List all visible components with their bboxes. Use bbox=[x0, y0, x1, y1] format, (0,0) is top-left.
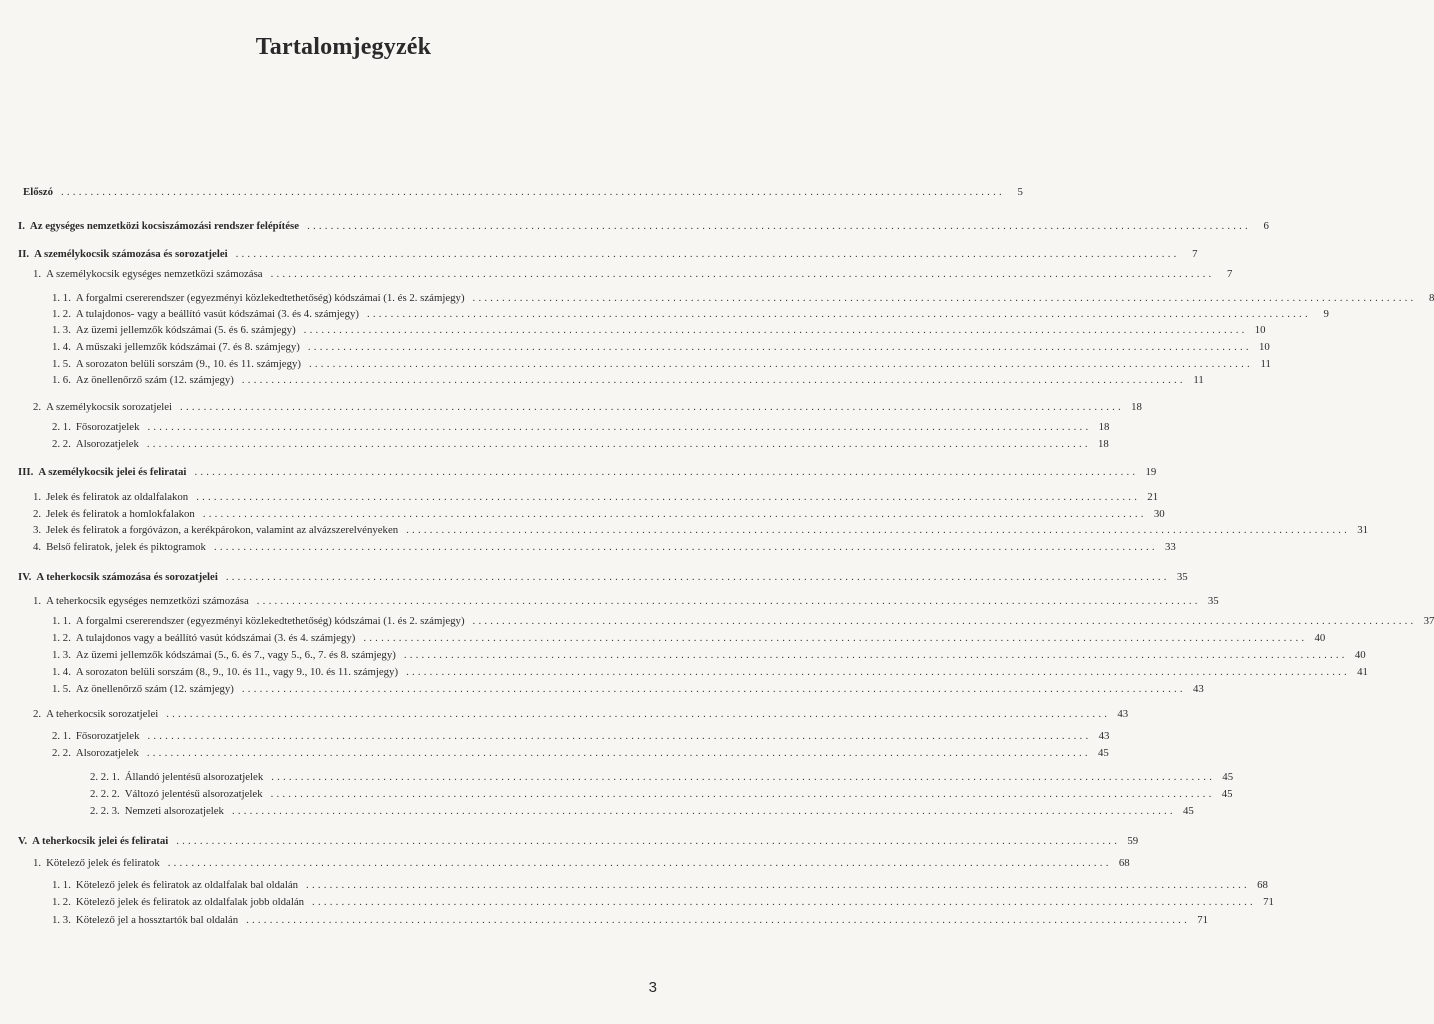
toc-entry-number: 1. 4. bbox=[52, 341, 71, 353]
toc-entry-number: 1. 2. bbox=[52, 308, 71, 320]
toc-entry-title: Kötelező jel a hossztartók bal oldalán bbox=[75, 914, 239, 926]
toc-entry[interactable] bbox=[52, 292, 1434, 306]
toc-entry-title: Fősorozatjelek bbox=[75, 730, 140, 742]
toc-entry-number: 1. 2. bbox=[52, 632, 71, 644]
toc-entry-number: 1. bbox=[33, 857, 42, 869]
toc-entry-title: Belső feliratok, jelek és piktogramok bbox=[46, 541, 206, 553]
toc-entry-page: 68 bbox=[1118, 857, 1130, 869]
toc-entry-title: Jelek és feliratok a forgóvázon, a kerékpárokon, valamint az alvázszerelvényeken bbox=[46, 524, 399, 536]
toc-entry-title: Nemzeti alsorozatjelek bbox=[124, 805, 224, 817]
toc-entry-number: 1. 6. bbox=[52, 374, 71, 386]
toc-entry-title: Kötelező jelek és feliratok az oldalfalak bal oldalán bbox=[75, 879, 299, 891]
toc-entry-number: 2. 2. bbox=[52, 747, 71, 759]
toc-entry-number: 2. bbox=[33, 708, 42, 720]
toc-entry-page: 18 bbox=[1131, 401, 1142, 413]
toc-entry-page: 40 bbox=[1314, 632, 1326, 644]
toc-entry-page: 45 bbox=[1097, 747, 1109, 759]
dot-leader: ................................................................................................................................................................ bbox=[194, 466, 1139, 478]
toc-entry-number: III. bbox=[18, 466, 34, 478]
toc-entry-page: 10 bbox=[1254, 324, 1266, 336]
dot-leader: ................................................................................................................................................................ bbox=[225, 571, 1170, 583]
toc-entry-number: 1. 1. bbox=[52, 879, 71, 891]
toc-entry-title: A sorozaton belüli sorszám (8., 9., 10. és 11., vagy 9., 10. és 11. számjegy) bbox=[75, 666, 399, 678]
dot-leader: ................................................................................................................................................................ bbox=[472, 292, 1417, 304]
toc-entry-number: 1. 1. bbox=[52, 615, 71, 627]
toc-entry-number: 1. 5. bbox=[52, 358, 71, 370]
toc-entry-page: 59 bbox=[1127, 835, 1139, 847]
toc-entry-number: II. bbox=[18, 248, 30, 260]
toc-entry-title: Az önellenőrző szám (12. számjegy) bbox=[75, 374, 234, 386]
toc-entry[interactable] bbox=[52, 615, 1434, 629]
toc-entry[interactable] bbox=[18, 248, 1198, 262]
toc-entry[interactable] bbox=[52, 341, 1270, 355]
toc-entry-number: 1. bbox=[33, 595, 42, 607]
dot-leader: ................................................................................................................................................................ bbox=[307, 220, 1251, 232]
toc-entry-title: Kötelező jelek és feliratok bbox=[46, 857, 160, 869]
toc-entry-page: 43 bbox=[1117, 708, 1129, 720]
toc-entry-page: 11 bbox=[1260, 358, 1271, 370]
toc-entry-number: 2. 1. bbox=[52, 730, 71, 742]
dot-leader: ................................................................................................................................................................ bbox=[241, 374, 1186, 386]
dot-leader: ................................................................................................................................................................ bbox=[472, 615, 1417, 627]
toc-entry-number: 2. 1. bbox=[52, 421, 71, 433]
dot-leader: ................................................................................................................................................................ bbox=[176, 835, 1121, 847]
toc-entry[interactable] bbox=[52, 666, 1368, 680]
toc-entry-title: A tulajdonos vagy a beállító vasút kódszámai (3. és 4. számjegy) bbox=[75, 632, 356, 644]
toc-entry-page: 8 bbox=[1429, 292, 1434, 304]
dot-leader: ................................................................................................................................................................ bbox=[61, 186, 1005, 198]
toc-entry-page: 43 bbox=[1192, 683, 1204, 695]
toc-entry-title: A tulajdonos- vagy a beállító vasút kódszámai (3. és 4. számjegy) bbox=[75, 308, 359, 320]
dot-leader: ................................................................................................................................................................ bbox=[309, 358, 1253, 370]
dot-leader: ................................................................................................................................................................ bbox=[256, 595, 1201, 607]
toc-entry-title: Jelek és feliratok a homlokfalakon bbox=[46, 508, 195, 520]
toc-entry[interactable] bbox=[33, 857, 1130, 871]
toc-entry[interactable] bbox=[33, 491, 1159, 505]
toc-entry-title: A teherkocsik sorozatjelei bbox=[46, 708, 159, 720]
toc-entry[interactable] bbox=[52, 374, 1204, 388]
dot-leader: ................................................................................................................................................................ bbox=[246, 914, 1190, 926]
toc-entry-number: V. bbox=[18, 835, 28, 847]
toc-entry[interactable] bbox=[52, 324, 1266, 338]
page-title: Tartalomjegyzék bbox=[255, 34, 432, 60]
toc-entry-number: 1. 5. bbox=[52, 683, 71, 695]
toc-entry[interactable] bbox=[33, 268, 1233, 282]
toc-entry-title: A forgalmi csererendszer (egyezményi közlekedtethetőség) kódszámai (1. és 2. számjegy) bbox=[75, 292, 465, 304]
toc-entry-page: 37 bbox=[1423, 615, 1434, 627]
toc-entry-page: 71 bbox=[1263, 896, 1274, 908]
toc-entry-title: Állandó jelentésű alsorozatjelek bbox=[124, 771, 264, 783]
toc-entry-page: 18 bbox=[1097, 438, 1109, 450]
toc-entry-page: 18 bbox=[1098, 421, 1110, 433]
toc-entry[interactable] bbox=[33, 708, 1129, 722]
toc-entry-number: 1. 2. bbox=[52, 896, 71, 908]
dot-leader: ................................................................................................................................................................ bbox=[146, 747, 1091, 759]
toc-entry[interactable] bbox=[52, 896, 1274, 910]
toc-entry-title: Alsorozatjelek bbox=[75, 747, 139, 759]
toc-entry-number: 1. 3. bbox=[52, 324, 71, 336]
toc-entry-page: 43 bbox=[1098, 730, 1110, 742]
dot-leader: ................................................................................................................................................................ bbox=[166, 708, 1111, 720]
toc-entry[interactable] bbox=[52, 632, 1326, 646]
toc-entry-number: 2. bbox=[33, 508, 42, 520]
toc-entry-title: Az üzemi jellemzők kódszámai (5., 6. és 7., vagy 5., 6., 7. és 8. számjegy) bbox=[75, 649, 396, 661]
toc-entry[interactable] bbox=[52, 879, 1268, 893]
toc-entry-page: 6 bbox=[1263, 220, 1269, 232]
toc-entry-title: A személykocsik jelei és feliratai bbox=[38, 466, 187, 478]
toc-entry-page: 41 bbox=[1357, 666, 1368, 678]
toc-entry[interactable] bbox=[90, 805, 1194, 819]
toc-entry-number: IV. bbox=[18, 571, 32, 583]
dot-leader: ................................................................................................................................................................ bbox=[270, 268, 1215, 280]
toc-entry[interactable] bbox=[52, 438, 1109, 452]
toc-entry-title: A teherkocsik jelei és feliratai bbox=[32, 835, 169, 847]
toc-entry[interactable] bbox=[33, 541, 1176, 555]
toc-entry-number: 3. bbox=[33, 524, 42, 536]
dot-leader: ................................................................................................................................................................ bbox=[366, 308, 1311, 320]
dot-leader: ................................................................................................................................................................ bbox=[147, 730, 1092, 742]
dot-leader: ................................................................................................................................................................ bbox=[180, 401, 1124, 413]
toc-entry[interactable] bbox=[18, 220, 1269, 234]
toc-entry-number: 2. 2. 3. bbox=[90, 805, 120, 817]
toc-entry-title: Az üzemi jellemzők kódszámai (5. és 6. számjegy) bbox=[75, 324, 296, 336]
dot-leader: ................................................................................................................................................................ bbox=[202, 508, 1147, 520]
dot-leader: ................................................................................................................................................................ bbox=[196, 491, 1141, 503]
toc-entry-number: 2. bbox=[33, 401, 42, 413]
toc-entry-number: 4. bbox=[33, 541, 42, 553]
toc-entry-page: 45 bbox=[1183, 805, 1194, 817]
dot-leader: ................................................................................................................................................................ bbox=[403, 649, 1348, 661]
toc-entry[interactable] bbox=[90, 788, 1233, 802]
toc-entry-page: 40 bbox=[1354, 649, 1366, 661]
dot-leader: ................................................................................................................................................................ bbox=[213, 541, 1158, 553]
toc-entry[interactable] bbox=[52, 914, 1208, 928]
toc-entry[interactable] bbox=[52, 730, 1110, 744]
dot-leader: ................................................................................................................................................................ bbox=[146, 438, 1091, 450]
toc-entry[interactable] bbox=[52, 308, 1329, 322]
toc-entry-title: A forgalmi csererendszer (egyezményi közlekedtethetőség) kódszámai (1. és 2. számjegy) bbox=[75, 615, 465, 627]
dot-leader: ................................................................................................................................................................ bbox=[270, 788, 1215, 800]
toc-entry-number: I. bbox=[18, 220, 25, 232]
toc-entry-page: 35 bbox=[1176, 571, 1188, 583]
page-number: 3 bbox=[648, 979, 657, 996]
toc-entry-page: 11 bbox=[1193, 374, 1204, 386]
toc-entry-number: 1. 3. bbox=[52, 914, 71, 926]
dot-leader: ................................................................................................................................................................ bbox=[241, 683, 1186, 695]
toc-entry-number: 2. 2. bbox=[52, 438, 71, 450]
dot-leader: ................................................................................................................................................................ bbox=[363, 632, 1308, 644]
toc-entry[interactable] bbox=[18, 186, 1023, 200]
toc-entry-title: Az egységes nemzetközi kocsiszámozási rendszer felépítése bbox=[29, 220, 300, 232]
toc-entry-page: 45 bbox=[1222, 771, 1234, 783]
dot-leader: ................................................................................................................................................................ bbox=[406, 524, 1351, 536]
toc-entry[interactable] bbox=[33, 508, 1165, 522]
toc-entry-title: A sorozaton belüli sorszám (9., 10. és 11. számjegy) bbox=[75, 358, 301, 370]
toc-entry-page: 68 bbox=[1257, 879, 1268, 891]
toc-entry-title: Változó jelentésű alsorozatjelek bbox=[124, 788, 263, 800]
dot-leader: ................................................................................................................................................................ bbox=[307, 341, 1252, 353]
toc-entry[interactable] bbox=[18, 571, 1188, 585]
toc-entry[interactable] bbox=[90, 771, 1234, 785]
toc-entry-title: A teherkocsik egységes nemzetközi számozása bbox=[46, 595, 249, 607]
toc-entry-number: 1. bbox=[33, 268, 42, 280]
toc-entry[interactable] bbox=[52, 358, 1271, 372]
toc-entry-page: 21 bbox=[1147, 491, 1159, 503]
dot-leader: ................................................................................................................................................................ bbox=[231, 805, 1176, 817]
toc-entry-page: 45 bbox=[1221, 788, 1233, 800]
toc-entry[interactable] bbox=[18, 835, 1139, 849]
toc-entry-page: 10 bbox=[1258, 341, 1270, 353]
toc-entry-title: A személykocsik sorozatjelei bbox=[46, 401, 173, 413]
toc-entry-title: A személykocsik egységes nemzetközi számozása bbox=[46, 268, 263, 280]
dot-leader: ................................................................................................................................................................ bbox=[271, 771, 1216, 783]
toc-entry-page: 7 bbox=[1227, 268, 1233, 280]
toc-entry-title: Alsorozatjelek bbox=[75, 438, 139, 450]
dot-leader: ................................................................................................................................................................ bbox=[147, 421, 1092, 433]
dot-leader: ................................................................................................................................................................ bbox=[312, 896, 1256, 908]
toc-entry-title: Jelek és feliratok az oldalfalakon bbox=[46, 491, 189, 503]
toc-entry-page: 33 bbox=[1165, 541, 1176, 553]
toc-entry-number: 2. 2. 1. bbox=[90, 771, 120, 783]
toc-entry[interactable] bbox=[52, 649, 1366, 663]
dot-leader: ................................................................................................................................................................ bbox=[306, 879, 1250, 891]
toc-entry-title: Fősorozatjelek bbox=[75, 421, 140, 433]
toc-entry-number: 1. 1. bbox=[52, 292, 71, 304]
toc-entry-page: 30 bbox=[1153, 508, 1165, 520]
toc-entry-title: Az önellenőrző szám (12. számjegy) bbox=[75, 683, 234, 695]
toc-entry[interactable] bbox=[52, 421, 1110, 435]
toc-entry[interactable] bbox=[52, 747, 1109, 761]
toc-entry-number: 1. 3. bbox=[52, 649, 71, 661]
toc-entry-title: A műszaki jellemzők kódszámai (7. és 8. számjegy) bbox=[75, 341, 300, 353]
toc-entry-page: 9 bbox=[1323, 308, 1329, 320]
toc-entry-title: A teherkocsik számozása és sorozatjelei bbox=[36, 571, 218, 583]
toc-entry[interactable] bbox=[33, 595, 1219, 609]
toc-entry-number: 1. 4. bbox=[52, 666, 71, 678]
toc-entry-title: Előszó bbox=[23, 186, 53, 198]
toc-entry[interactable] bbox=[33, 401, 1142, 415]
toc-entry-number: 2. 2. 2. bbox=[90, 788, 120, 800]
toc-entry[interactable] bbox=[52, 683, 1204, 697]
dot-leader: ................................................................................................................................................................ bbox=[235, 248, 1180, 260]
toc-entry-page: 71 bbox=[1197, 914, 1208, 926]
toc-entry-page: 7 bbox=[1192, 248, 1198, 260]
toc-entry[interactable] bbox=[33, 524, 1369, 538]
toc-entry-title: A személykocsik számozása és sorozatjelei bbox=[34, 248, 228, 260]
toc-entry[interactable] bbox=[18, 466, 1157, 480]
toc-entry-page: 31 bbox=[1357, 524, 1369, 536]
toc-entry-page: 35 bbox=[1207, 595, 1219, 607]
toc-entry-number: 1. bbox=[33, 491, 42, 503]
toc-entry-title: Kötelező jelek és feliratok az oldalfalak jobb oldalán bbox=[75, 896, 305, 908]
dot-leader: ................................................................................................................................................................ bbox=[406, 666, 1350, 678]
toc-entry-page: 19 bbox=[1145, 466, 1157, 478]
dot-leader: ................................................................................................................................................................ bbox=[167, 857, 1112, 869]
dot-leader: ................................................................................................................................................................ bbox=[303, 324, 1248, 336]
toc-entry-page: 5 bbox=[1017, 186, 1023, 198]
